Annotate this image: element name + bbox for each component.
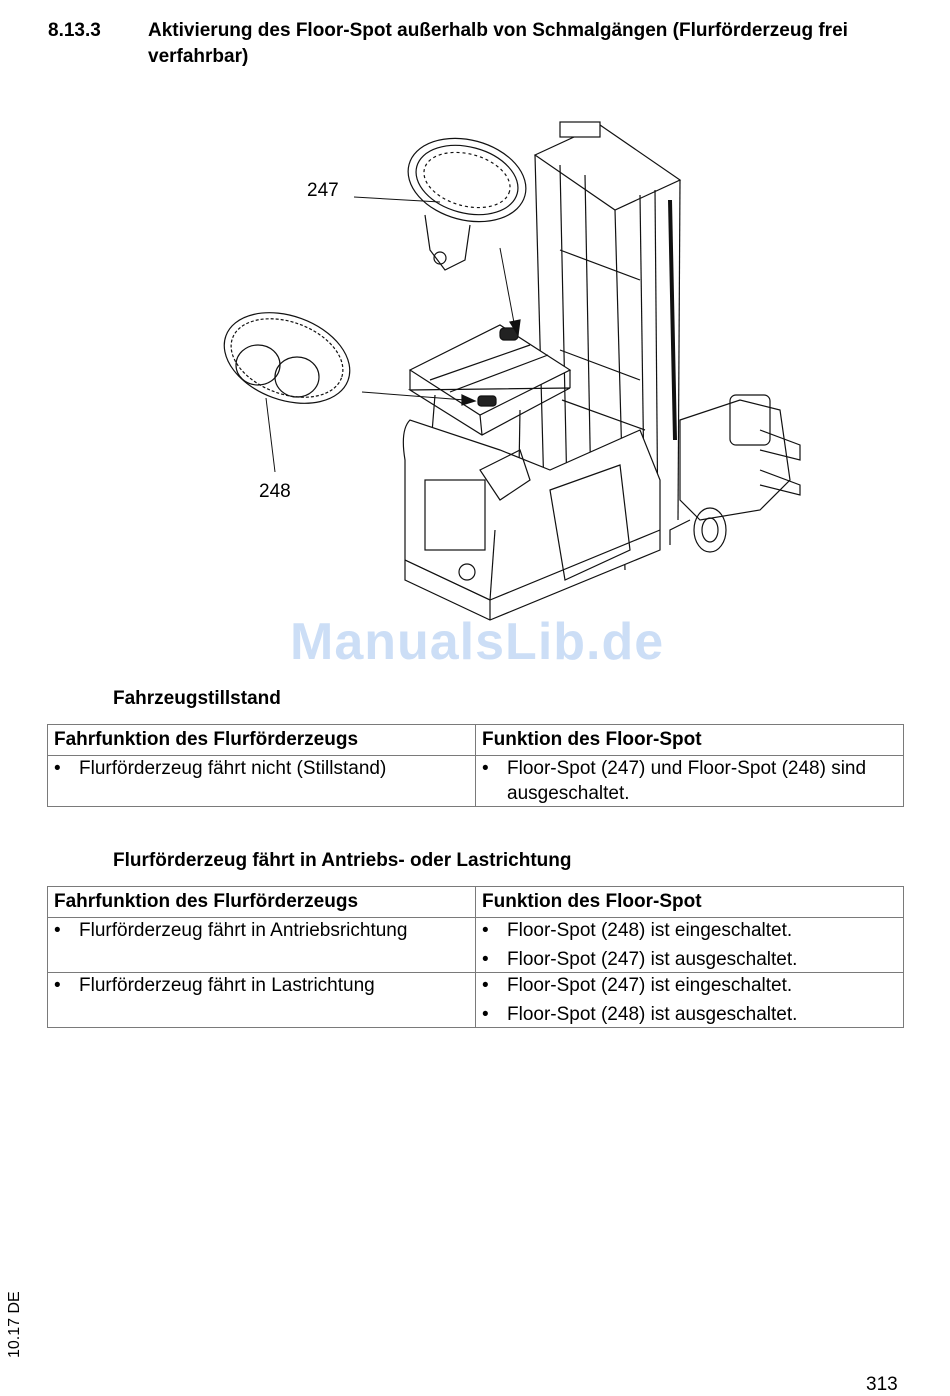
- table-header-row: [48, 887, 904, 918]
- list-item: • Floor-Spot (247) ist ausgeschaltet.: [482, 947, 897, 972]
- col-header-fahrfunktion: Fahrfunktion des Flurförderzeugs: [48, 887, 476, 918]
- list-item: • Flurförderzeug fährt in Antriebsrichtung: [54, 918, 469, 943]
- list-item: • Floor-Spot (248) ist eingeschaltet.: [482, 918, 897, 943]
- table-row: [48, 973, 904, 1028]
- section-title: Aktivierung des Floor-Spot außerhalb von Schmalgängen (Flurförderzeug frei verfahrbar): [148, 20, 848, 67]
- truck-drawing: [200, 100, 820, 660]
- floor-spot-247-drawing: [399, 126, 536, 335]
- section2-title: Flurförderzeug fährt in Antriebs- oder Lastrichtung: [113, 850, 572, 871]
- section1-title: Fahrzeugstillstand: [113, 688, 281, 709]
- table-cell: [476, 918, 904, 973]
- standstill-table: [47, 724, 904, 807]
- list-item: • Flurförderzeug fährt in Lastrichtung: [54, 973, 469, 998]
- list-item: • Floor-Spot (247) ist eingeschaltet.: [482, 973, 897, 998]
- list-item: • Floor-Spot (248) ist ausgeschaltet.: [482, 1002, 897, 1027]
- list-item: • Flurförderzeug fährt nicht (Stillstand): [54, 756, 469, 781]
- truck-illustration: [200, 100, 820, 660]
- watermark: ManualsLib.de: [290, 613, 665, 671]
- fork-carriage: [670, 395, 800, 552]
- list-item: • Floor-Spot (247) und Floor-Spot (248) sind ausgeschaltet.: [482, 756, 897, 806]
- table-cell: [476, 973, 904, 1028]
- table-header-row: [48, 725, 904, 756]
- callout-248: 248: [259, 481, 291, 502]
- col-header-funktion: Funktion des Floor-Spot: [476, 887, 904, 918]
- revision-date: 10.17 DE: [6, 1291, 23, 1358]
- callout-247: 247: [307, 180, 339, 201]
- table-cell: [48, 918, 476, 973]
- truck-body: [403, 420, 660, 620]
- table-row: [48, 918, 904, 973]
- page-number: 313: [866, 1374, 898, 1395]
- section-number: 8.13.3: [48, 20, 101, 41]
- table-cell: [48, 756, 476, 807]
- table-cell: [476, 756, 904, 807]
- col-header-fahrfunktion: Fahrfunktion des Flurförderzeugs: [48, 725, 476, 756]
- table-cell: [48, 973, 476, 1028]
- driving-direction-table: [47, 886, 904, 1028]
- table-row: [48, 756, 904, 807]
- col-header-funktion: Funktion des Floor-Spot: [476, 725, 904, 756]
